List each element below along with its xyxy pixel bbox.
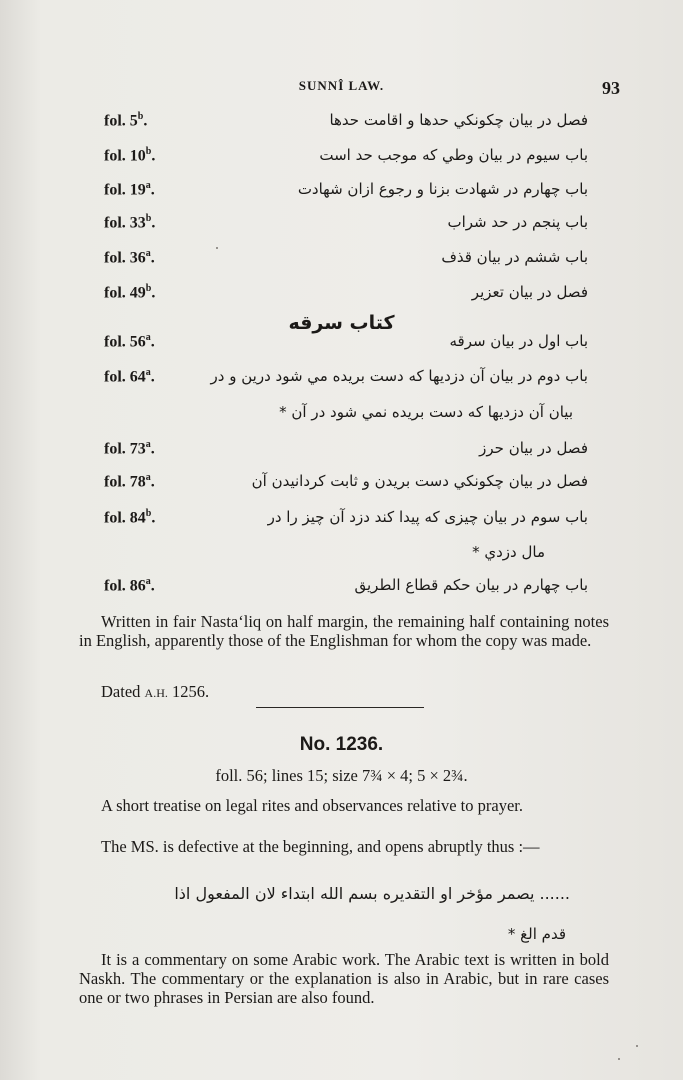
toc-entry [0,248,683,278]
running-title: SUNNÎ LAW. [298,78,385,93]
manuscript-number: No. 1236. [299,734,384,755]
toc-entry [0,213,683,243]
arabic-heading: بیان آن دزدیها که دست بریده نمي شود در آن * [279,403,573,421]
commentary-paragraph: It is a commentary on some Arabic work. The Arabic text is written in bold Naskh. The commentary or the explanation is also in Arabic, but in rare cases one or two phrases in Persian are also found. [79,950,609,1007]
arabic-heading: باب دوم در بیان آن دزدیها که دست بریده مي شود درین و در [210,367,588,385]
toc-entry [0,472,683,502]
folio-ref: fol. 73$^a$. [104,439,155,458]
summary-paragraph: A short treatise on legal rites and observances relative to prayer. [101,796,523,815]
toc-entry [0,111,683,141]
paper-speck [618,1058,620,1060]
description-paragraph: Written in fair Nasta‘liq on half margin, the remaining half containing notes in English, apparently those of the Englishman for whom the copy was made. [79,612,609,650]
folio-ref: fol. 19$^a$. [104,180,155,199]
arabic-incipit-continued: قدم الغ * [507,925,566,943]
folio-ref: fol. 84$^b$. [104,508,156,527]
folio-ref: fol. 10$^b$. [104,146,156,165]
toc-entry [0,367,683,397]
toc-entry-continuation [0,403,683,433]
manuscript-specs: foll. 56; lines 15; size 7¾ × 4; 5 × 2¾. [215,766,468,785]
folio-ref: fol. 56$^a$. [104,332,155,351]
date-line: Dated A.H. 1256. [101,682,210,701]
arabic-heading: فصل در بیان حرز [479,439,588,457]
paper-speck [216,247,218,249]
toc-entry [0,332,683,362]
folio-ref: fol. 33$^b$. [104,213,156,232]
folio-ref: fol. 36$^a$. [104,248,155,267]
folio-ref: fol. 64$^a$. [104,367,155,386]
arabic-heading: باب چهارم در بیان حکم قطاع الطریق [354,576,588,594]
toc-entry [0,508,683,538]
folio-ref: fol. 78$^a$. [104,472,155,491]
arabic-heading: مال دزدي * [472,543,545,561]
arabic-heading: باب پنجم در حد شراب [447,213,588,231]
arabic-heading: فصل در بیان چکونکي دست بریدن و ثابت کردانیدن آن [251,472,588,490]
toc-entry [0,283,683,313]
toc-entry [0,146,683,176]
arabic-heading: فصل در بیان چکونکي حدها و اقامت حدها [329,111,588,129]
folio-ref: fol. 86$^a$. [104,576,155,595]
opening-paragraph: The MS. is defective at the beginning, and opens abruptly thus :— [101,837,540,856]
toc-entry [0,180,683,210]
arabic-heading: باب اول در بیان سرقه [449,332,588,350]
section-divider [256,707,424,708]
folio-ref: fol. 5$^b$. [104,111,148,130]
arabic-heading: باب سوم در بیان چیزی که پیدا کند دزد آن چیز را در [267,508,588,526]
arabic-heading: باب ششم در بیان قذف [441,248,588,266]
arabic-heading: فصل در بیان تعزیر [471,283,588,301]
arabic-incipit: ...... یصمر مؤخر او التقدیره بسم الله ابتداء لان المفعول اذا [174,884,570,903]
toc-entry-continuation [0,543,683,573]
arabic-heading: باب سیوم در بیان وطي که موجب حد است [319,146,588,164]
arabic-heading: باب چهارم در شهادت بزنا و رجوع ازان شهادت [297,180,588,198]
toc-entry [0,439,683,469]
folio-ref: fol. 49$^b$. [104,283,156,302]
toc-entry [0,576,683,606]
paper-speck [636,1045,638,1047]
book-heading: کتاب سرقه [288,312,395,334]
page-number: 93 [602,78,620,98]
